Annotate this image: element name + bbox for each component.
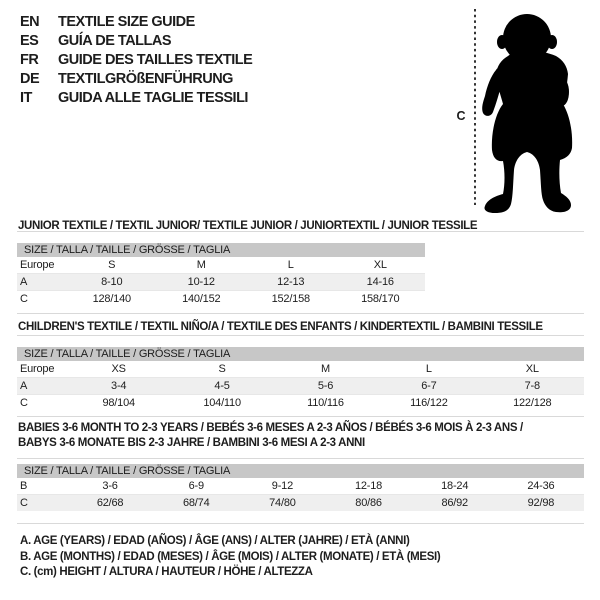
table-row <box>17 291 425 308</box>
language-title: GUÍA DE TALLAS <box>58 33 172 49</box>
table-cell: 12-18 <box>325 478 411 495</box>
section-title-babies <box>18 421 523 451</box>
height-label: C <box>456 109 466 123</box>
size-header-cell: SIZE / TALLA / TAILLE / GRÖSSE / TAGLIA <box>17 464 584 478</box>
table-body <box>17 257 425 307</box>
table-cell: S <box>67 257 157 274</box>
table-body <box>17 478 584 511</box>
table-cell: 8-10 <box>67 274 157 291</box>
language-code: DE <box>20 71 40 87</box>
table-row <box>17 378 584 395</box>
table-cell: 122/128 <box>513 397 552 409</box>
divider <box>17 458 584 459</box>
table-cell: 128/140 <box>92 293 131 305</box>
table-cell: 68/74 <box>153 495 239 512</box>
table-cell: 5-6 <box>274 378 377 395</box>
table-cell: 24-36 <box>498 478 584 495</box>
children-size-table <box>17 347 584 411</box>
table-cell: 158/170 <box>361 293 400 305</box>
row-label-cell: Europe <box>17 257 67 274</box>
table-cell: 74/80 <box>239 495 325 512</box>
language-row <box>20 89 252 108</box>
table-body <box>17 361 584 411</box>
row-label-cell: A <box>17 274 67 291</box>
row-label-cell: C <box>20 293 28 305</box>
table-cell: 104/110 <box>203 397 241 409</box>
row-label-cell: C <box>17 495 67 512</box>
toddler-figure <box>440 2 598 217</box>
section-title-line: CHILDREN'S TEXTILE / TEXTIL NIÑO/A / TEXTILE DES ENFANTS / KINDERTEXTIL / BAMBINI TESSILE <box>18 321 543 333</box>
table-cell: 92/98 <box>498 495 584 512</box>
language-code: FR <box>20 52 39 68</box>
toddler-silhouette-icon <box>482 14 572 213</box>
table-cell: 80/86 <box>325 495 411 512</box>
section-title-line: BABIES 3-6 MONTH TO 2-3 YEARS / BEBÉS 3-6 MESES A 2-3 AÑOS / BÉBÉS 3-6 MOIS À 2-3 ANS / <box>18 422 523 434</box>
row-label-cell: Europe <box>17 361 67 378</box>
table-cell: 86/92 <box>412 495 498 512</box>
language-code: ES <box>20 33 39 49</box>
table-cell: 3-4 <box>67 378 170 395</box>
table-row <box>17 274 425 291</box>
table-row <box>17 478 584 495</box>
language-row <box>20 32 252 51</box>
language-code: IT <box>20 90 32 106</box>
table-cell: 152/158 <box>271 293 310 305</box>
size-header-cell: SIZE / TALLA / TAILLE / GRÖSSE / TAGLIA <box>17 347 584 361</box>
section-title-line: BABYS 3-6 MONATE BIS 2-3 JAHRE / BAMBINI 3-6 MESI A 2-3 ANNI <box>18 437 365 449</box>
language-list <box>20 13 252 108</box>
size-header-cell: SIZE / TALLA / TAILLE / GRÖSSE / TAGLIA <box>17 243 425 257</box>
babies-size-table <box>17 464 584 511</box>
row-label-cell: A <box>17 378 67 395</box>
table-cell: 14-16 <box>336 274 426 291</box>
divider <box>17 313 584 314</box>
table-cell: 116/122 <box>410 397 448 409</box>
table-cell: 7-8 <box>481 378 584 395</box>
language-title: GUIDA ALLE TAGLIE TESSILI <box>58 90 248 106</box>
table-row <box>17 361 584 378</box>
row-label-cell: C <box>20 397 28 409</box>
language-title: TEXTILGRÖßENFÜHRUNG <box>58 71 233 87</box>
table-cell: 3-6 <box>67 478 153 495</box>
section-title-line: JUNIOR TEXTILE / TEXTIL JUNIOR/ TEXTILE JUNIOR / JUNIORTEXTIL / JUNIOR TESSILE <box>18 220 478 232</box>
table-cell: 9-12 <box>239 478 325 495</box>
section-title-children <box>18 320 543 335</box>
table-cell: L <box>377 361 480 378</box>
table-cell: 6-7 <box>377 378 480 395</box>
legend-notes <box>20 534 440 581</box>
junior-size-table <box>17 243 425 307</box>
table-cell: 6-9 <box>153 478 239 495</box>
table-cell: 4-5 <box>170 378 273 395</box>
table-cell: 12-13 <box>246 274 336 291</box>
table-cell: M <box>157 257 247 274</box>
divider <box>17 416 584 417</box>
language-title: TEXTILE SIZE GUIDE <box>58 14 195 30</box>
divider <box>17 335 584 336</box>
table-cell: XL <box>481 361 584 378</box>
table-cell: XS <box>67 361 170 378</box>
table-row <box>17 495 584 512</box>
legend-note-line: A. AGE (YEARS) / EDAD (AÑOS) / ÂGE (ANS) / ALTER (JAHRE) / ETÀ (ANNI) <box>20 535 410 547</box>
language-row <box>20 70 252 89</box>
language-row <box>20 51 252 70</box>
language-code: EN <box>20 14 40 30</box>
table-cell: L <box>246 257 336 274</box>
table-cell: S <box>170 361 273 378</box>
table-cell: M <box>274 361 377 378</box>
table-cell: XL <box>336 257 426 274</box>
divider <box>17 523 584 524</box>
table-row <box>17 257 425 274</box>
table-cell: 98/104 <box>102 397 135 409</box>
legend-note-line: B. AGE (MONTHS) / EDAD (MESES) / ÂGE (MOIS) / ALTER (MONATE) / ETÀ (MESI) <box>20 550 441 563</box>
table-cell: 140/152 <box>182 293 221 305</box>
table-cell: 18-24 <box>412 478 498 495</box>
table-cell: 110/116 <box>307 397 344 409</box>
language-title: GUIDE DES TAILLES TEXTILE <box>58 52 253 68</box>
table-cell: 10-12 <box>157 274 247 291</box>
section-title-junior <box>18 219 477 234</box>
table-cell: 62/68 <box>67 495 153 512</box>
language-row <box>20 13 252 32</box>
row-label-cell: B <box>17 478 67 495</box>
legend-note-line: C. (cm) HEIGHT / ALTURA / HAUTEUR / HÖHE / ALTEZZA <box>20 566 313 578</box>
table-row <box>17 395 584 412</box>
